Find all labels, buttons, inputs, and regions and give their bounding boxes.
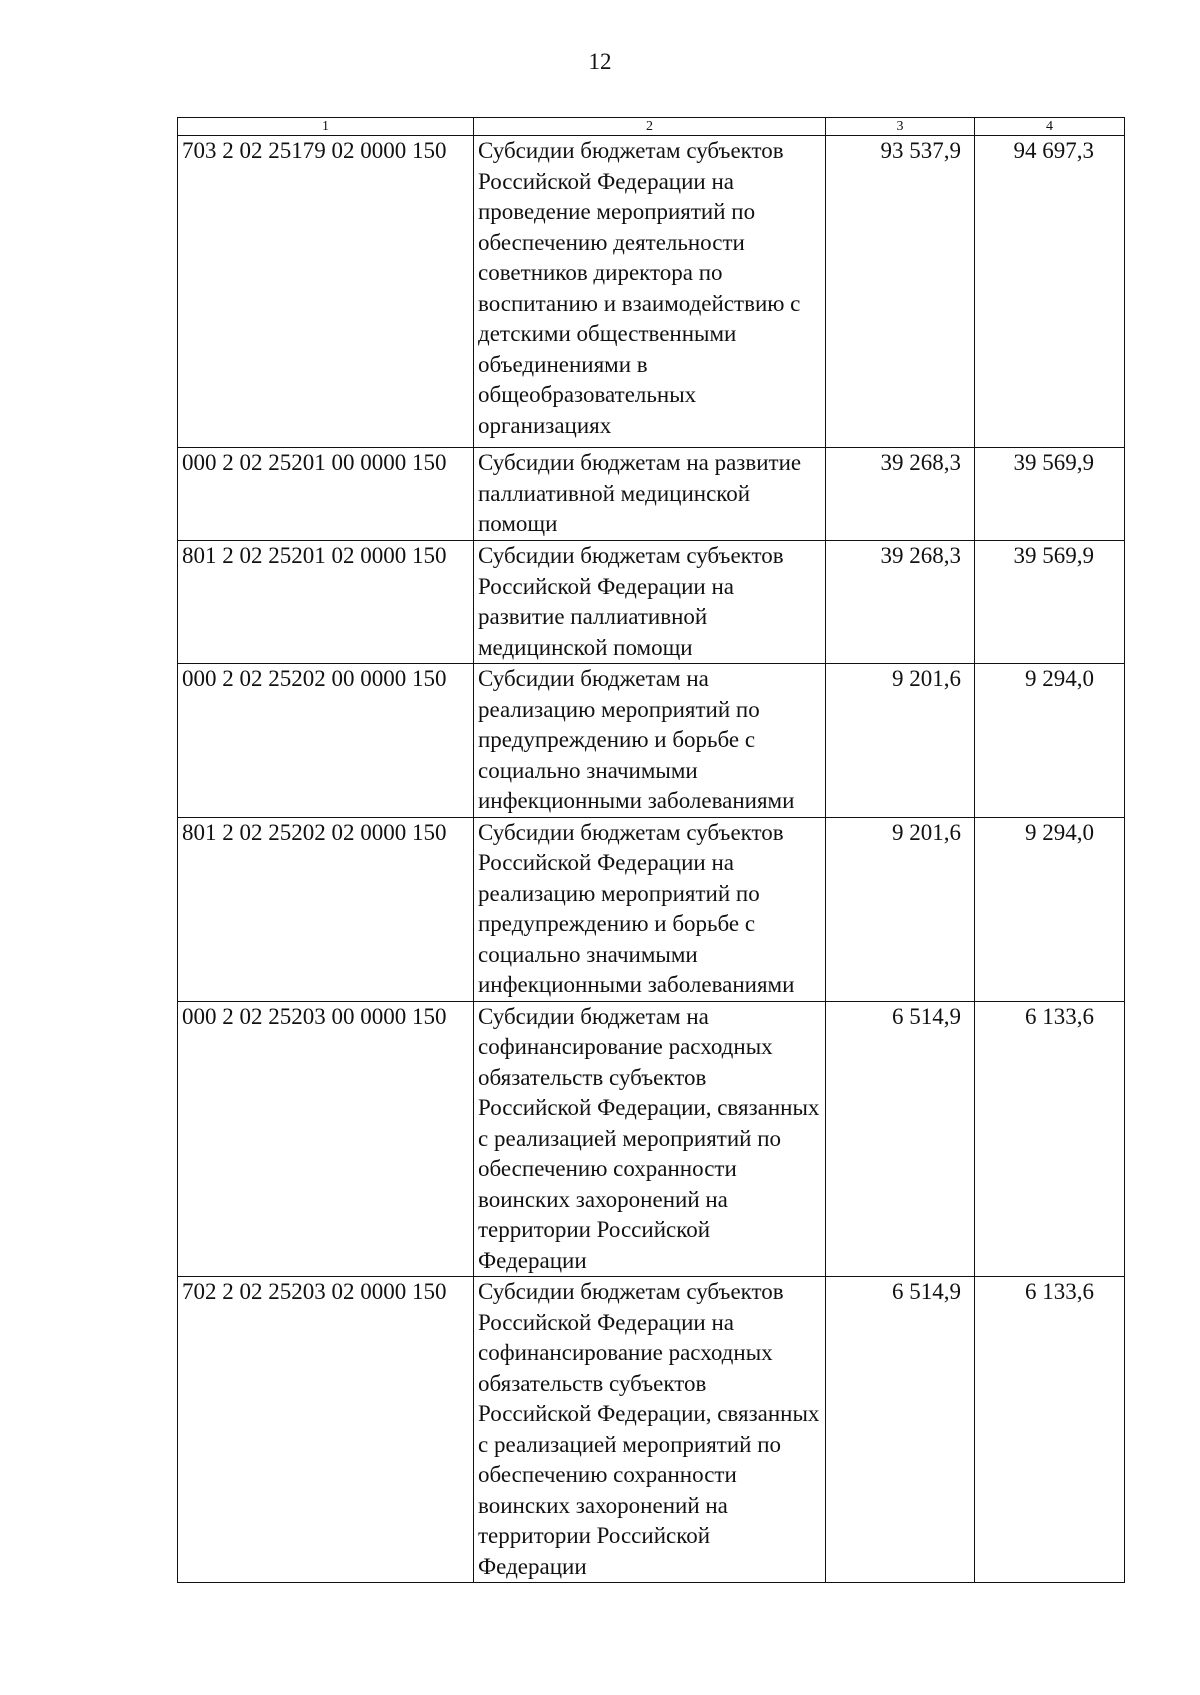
budget-table (177, 117, 1125, 1583)
amount-col4-cell: 9 294,0 (975, 817, 1125, 1001)
amount-col4-cell: 39 569,9 (975, 541, 1125, 664)
table-row (178, 136, 1125, 448)
amount-col3-cell: 39 268,3 (826, 448, 975, 541)
amount-col3-cell: 9 201,6 (826, 664, 975, 818)
amount-col4-cell: 39 569,9 (975, 448, 1125, 541)
amount-col3-cell: 6 514,9 (826, 1001, 975, 1277)
budget-code-cell: 703 2 02 25179 02 0000 150 (178, 136, 474, 448)
budget-code-cell: 000 2 02 25203 00 0000 150 (178, 1001, 474, 1277)
amount-col3-cell: 9 201,6 (826, 817, 975, 1001)
amount-col4-cell: 9 294,0 (975, 664, 1125, 818)
column-header-1: 1 (178, 118, 474, 136)
amount-col3-cell: 6 514,9 (826, 1277, 975, 1583)
budget-code-cell: 000 2 02 25202 00 0000 150 (178, 664, 474, 818)
table-row (178, 541, 1125, 664)
amount-col4-cell: 94 697,3 (975, 136, 1125, 448)
amount-col3-cell: 39 268,3 (826, 541, 975, 664)
table-row (178, 1277, 1125, 1583)
table-row (178, 1001, 1125, 1277)
budget-code-cell: 801 2 02 25201 02 0000 150 (178, 541, 474, 664)
page-number: 12 (588, 49, 612, 74)
description-cell: Субсидии бюджетам субъектов Российской Федерации на развитие паллиативной медицинской помощи (474, 541, 826, 664)
column-header-2: 2 (474, 118, 826, 136)
budget-code-cell: 702 2 02 25203 02 0000 150 (178, 1277, 474, 1583)
description-cell: Субсидии бюджетам на развитие паллиативной медицинской помощи (474, 448, 826, 541)
table-row (178, 817, 1125, 1001)
amount-col4-cell: 6 133,6 (975, 1001, 1125, 1277)
budget-code-cell: 000 2 02 25201 00 0000 150 (178, 448, 474, 541)
table-header-row (178, 118, 1125, 136)
amount-col3-cell: 93 537,9 (826, 136, 975, 448)
table-row (178, 448, 1125, 541)
description-cell: Субсидии бюджетам субъектов Российской Федерации на софинансирование расходных обязательств субъектов Российской Федерации, связанных с реализацией мероприятий по обеспечению сохранности воинских захоронений на территории Российской Федерации (474, 1277, 826, 1583)
description-cell: Субсидии бюджетам субъектов Российской Федерации на реализацию мероприятий по предупреждению и борьбе с социально значимыми инфекционными заболеваниями (474, 817, 826, 1001)
budget-code-cell: 801 2 02 25202 02 0000 150 (178, 817, 474, 1001)
table-row (178, 664, 1125, 818)
column-header-4: 4 (975, 118, 1125, 136)
description-cell: Субсидии бюджетам на софинансирование расходных обязательств субъектов Российской Федерации, связанных с реализацией мероприятий по обеспечению сохранности воинских захоронений на территории Российской Федерации (474, 1001, 826, 1277)
description-cell: Субсидии бюджетам субъектов Российской Федерации на проведение мероприятий по обеспечению деятельности советников директора по воспитанию и взаимодействию с детскими общественными объединениями в общеобразовательных организациях (474, 136, 826, 448)
description-cell: Субсидии бюджетам на реализацию мероприятий по предупреждению и борьбе с социально значимыми инфекционными заболеваниями (474, 664, 826, 818)
amount-col4-cell: 6 133,6 (975, 1277, 1125, 1583)
column-header-3: 3 (826, 118, 975, 136)
